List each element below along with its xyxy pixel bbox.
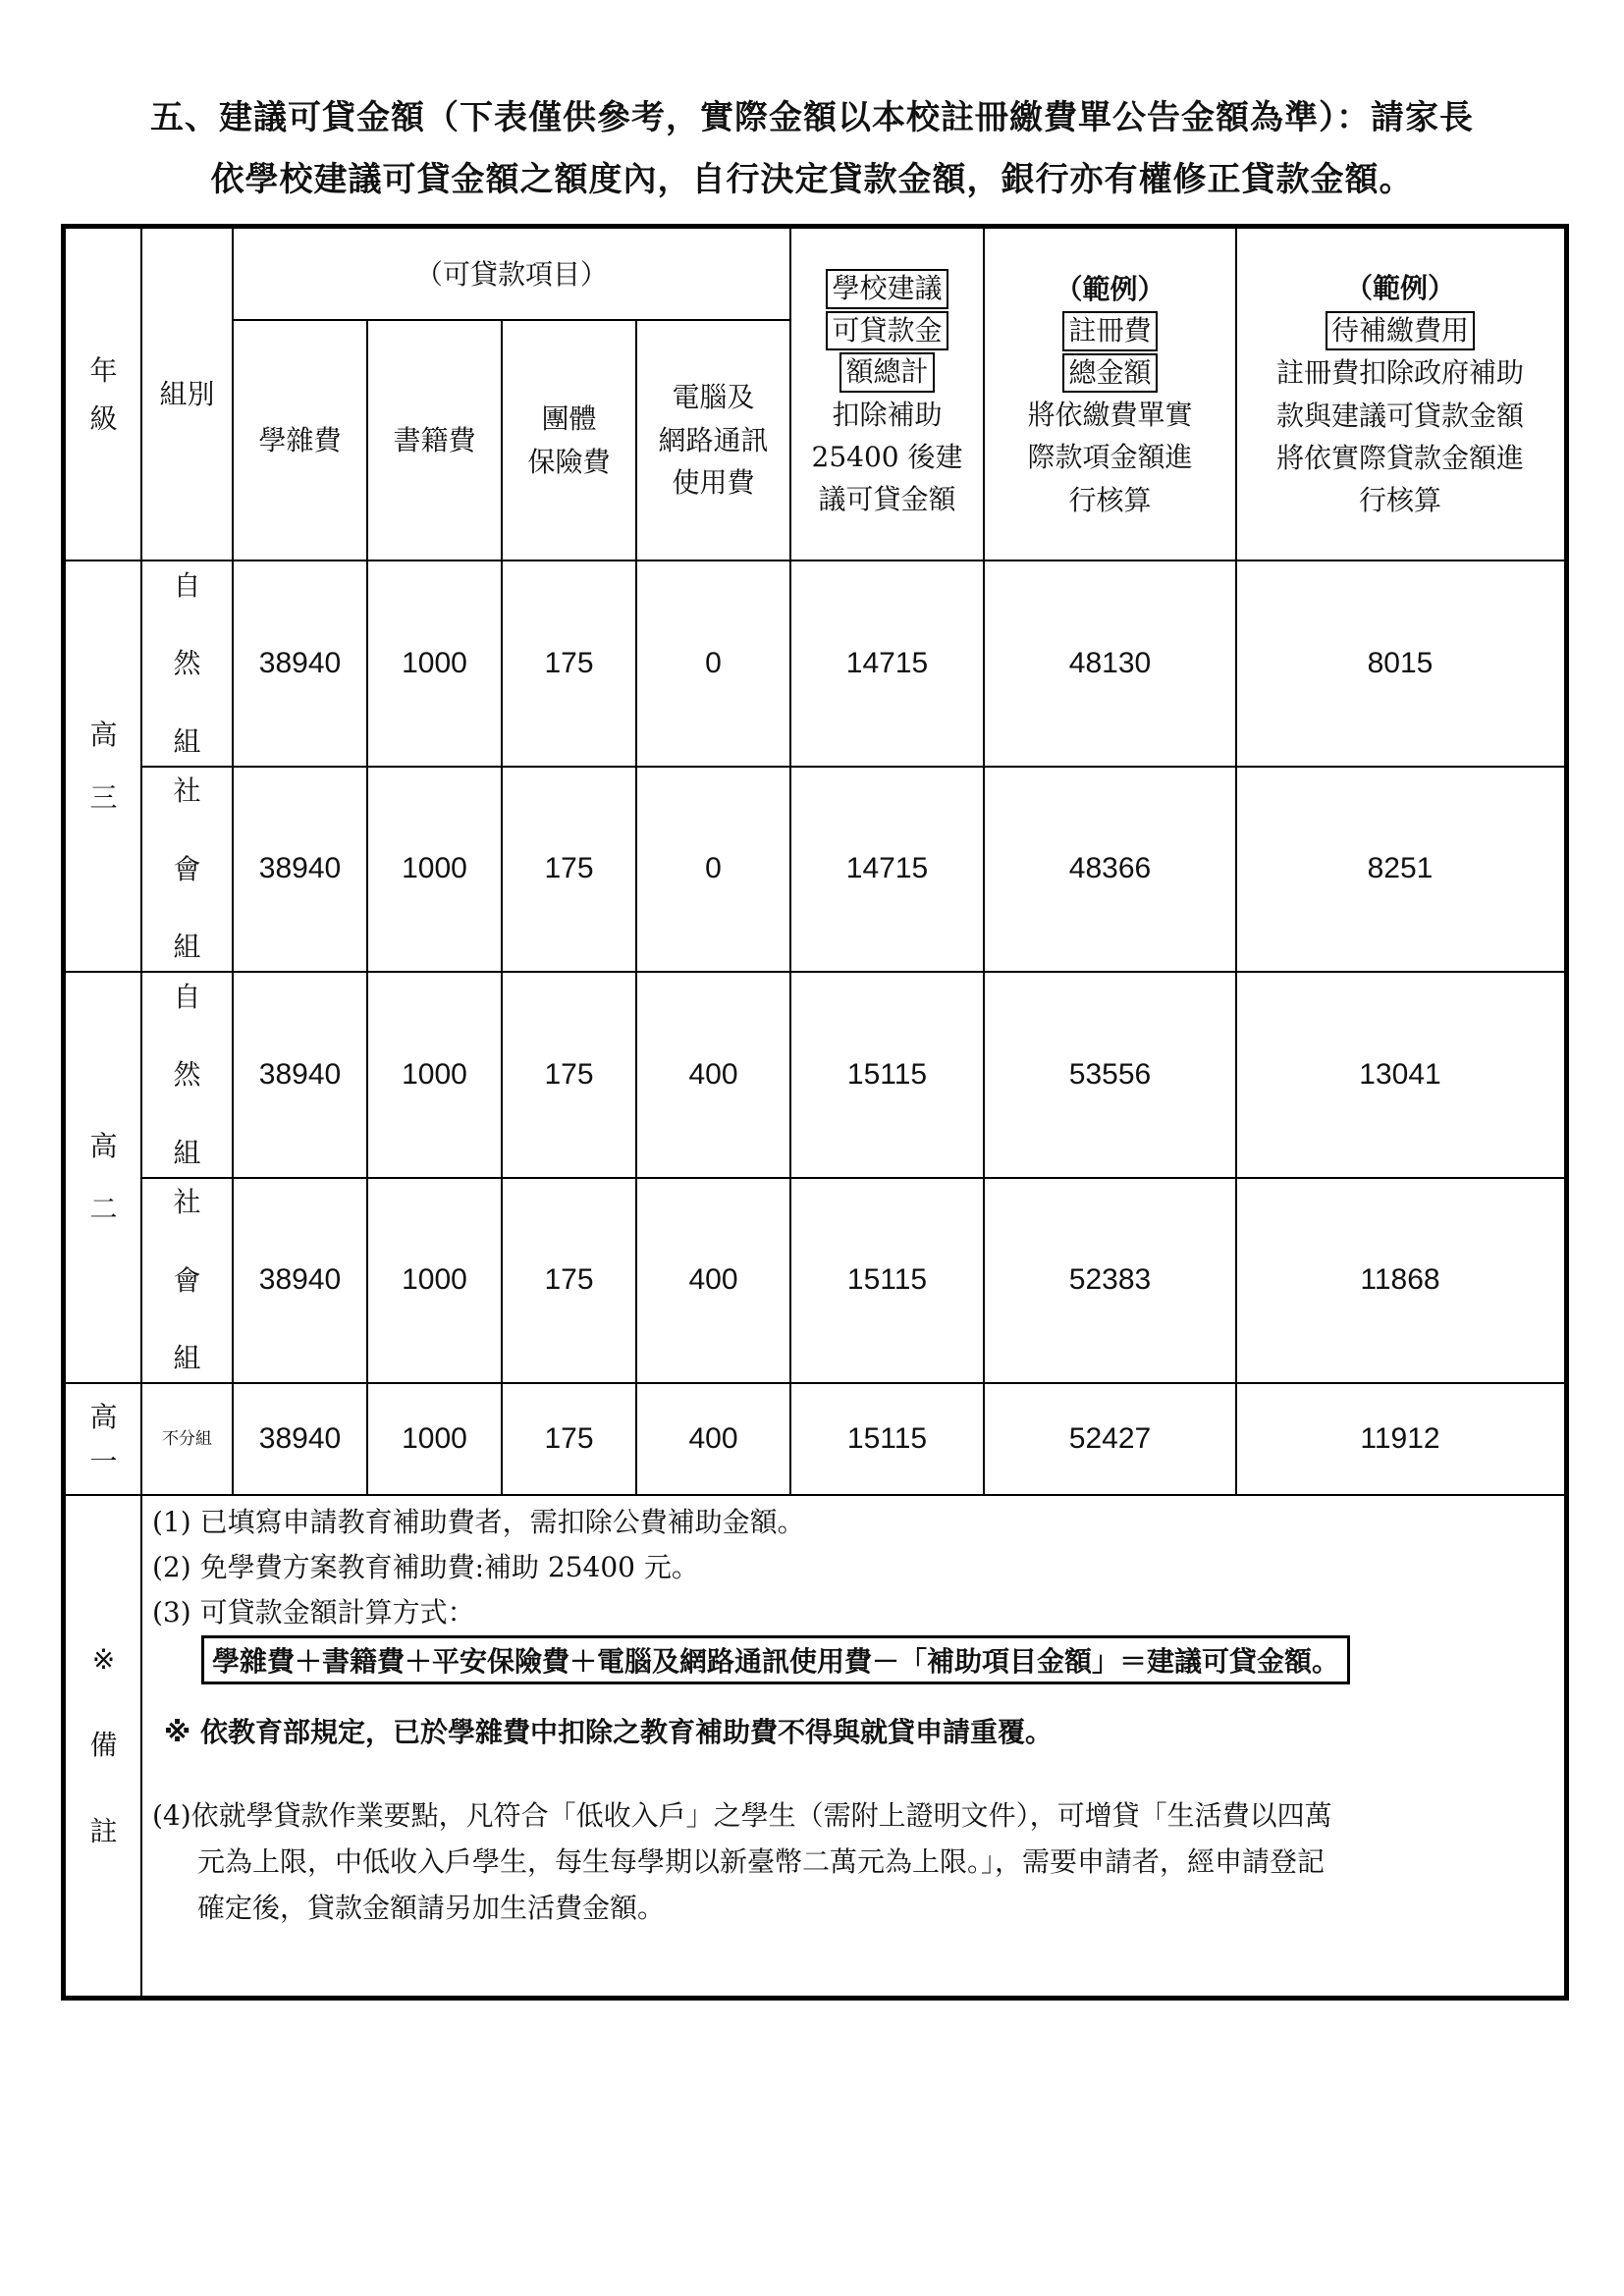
- table-cell-value: 400: [688, 1263, 738, 1297]
- row-group-text-line: 社: [173, 774, 201, 808]
- header-tuition: [233, 320, 367, 561]
- remarks-label-text: [89, 1638, 117, 1852]
- table-cell-value: 8015: [1367, 646, 1434, 679]
- row-group-text-line: 自: [173, 980, 201, 1013]
- table-cell-computer: [636, 972, 790, 1178]
- table-cell-tuition: [233, 561, 367, 767]
- row-group: [141, 561, 233, 767]
- table-cell-value: 52427: [1068, 1421, 1152, 1455]
- remark-note-3: (3) 可貸款金額計算方式：: [152, 1596, 475, 1629]
- table-cell-suggest: [790, 561, 984, 767]
- table-cell-suggest: [790, 767, 984, 972]
- table-cell-value: 400: [688, 1057, 738, 1091]
- table-cell-value: 48366: [1068, 852, 1152, 885]
- table-cell-value: 52383: [1068, 1263, 1152, 1297]
- grade-label-text: [89, 1396, 117, 1483]
- grade-label-text-line: 高: [89, 1130, 118, 1163]
- grade-label-text-line: 一: [89, 1445, 118, 1477]
- table-cell-insurance: [502, 1383, 636, 1495]
- table-cell-computer: [636, 1178, 790, 1383]
- row-group-text: [173, 770, 200, 968]
- grade-label: [66, 561, 141, 972]
- header-computer-text: [658, 376, 768, 504]
- header-school-suggest-boxed: 可貸款金: [826, 311, 947, 350]
- table-cell-value: 1000: [402, 1057, 467, 1091]
- table-cell-value: 48130: [1068, 646, 1152, 679]
- table-cell-value: 38940: [258, 1421, 342, 1455]
- header-example-remain-text: 將依實際貸款金額進: [1275, 441, 1524, 474]
- table-cell-value: 11868: [1360, 1263, 1440, 1297]
- table-cell-value: 175: [544, 646, 594, 679]
- row-group-text-line: 會: [173, 1263, 201, 1297]
- remark-note-4-line1: (4)依就學貸款作業要點，凡符合「低收入戶」之學生（需附上證明文件），可增貸「生活費以四萬: [152, 1799, 1332, 1832]
- grade-label-text-line: 高: [89, 1400, 118, 1433]
- table-cell-value: 14715: [845, 852, 929, 885]
- table-cell-value: 175: [544, 1057, 594, 1091]
- row-group-text-line: 然: [173, 1058, 201, 1092]
- table-cell-books: [367, 561, 502, 767]
- row-group-text-line: 組: [173, 1136, 201, 1169]
- header-grade-text-line: 年: [89, 353, 118, 387]
- row-group: [141, 1383, 233, 1495]
- table-cell-value: 175: [544, 852, 594, 885]
- table-cell-value: 1000: [402, 1421, 467, 1455]
- table-cell-tuition: [233, 972, 367, 1178]
- header-insurance-text-line: 團體: [541, 402, 597, 436]
- remark-bold-note: ※ 依教育部規定，已於學雜費中扣除之教育補助費不得與就貸申請重覆。: [164, 1716, 1053, 1748]
- header-insurance: [502, 320, 636, 561]
- header-grade-text: [89, 349, 117, 441]
- header-example-remain: [1236, 229, 1564, 561]
- header-loan-items-text: （可貸款項目）: [414, 257, 608, 291]
- header-tuition-text: 學雜費: [258, 423, 342, 456]
- table-cell-value: 175: [544, 1421, 594, 1455]
- header-computer-text-line: 電腦及: [672, 381, 755, 414]
- header-group: [141, 229, 233, 561]
- header-loan-items: [233, 229, 790, 320]
- header-school-suggest-text: 扣除補助: [832, 398, 943, 431]
- table-cell-value: 13041: [1359, 1057, 1441, 1091]
- header-insurance-text-line: 保險費: [527, 445, 611, 478]
- table-cell-value: 15115: [846, 1057, 928, 1091]
- header-computer-text-line: 網路通訊: [658, 423, 769, 456]
- table-cell-computer: [636, 767, 790, 972]
- grade-label-text: [89, 714, 117, 819]
- grade-label-text-line: 三: [89, 780, 118, 814]
- header-example-remain-boxed: 待補繳費用: [1326, 311, 1475, 350]
- table-cell-computer: [636, 561, 790, 767]
- table-cell-remain: [1236, 561, 1564, 767]
- table-cell-suggest: [790, 972, 984, 1178]
- row-group-text-line: 自: [173, 568, 201, 602]
- header-books-text: 書籍費: [393, 423, 476, 456]
- page-title-line2: 依學校建議可貸金額之額度內，自行決定貸款金額，銀行亦有權修正貸款金額。: [210, 160, 1414, 199]
- remark-note-4-line3: 確定後，貸款金額請另加生活費金額。: [197, 1892, 666, 1924]
- header-example-total-text: 際款項金額進: [1027, 441, 1193, 474]
- table-cell-tuition: [233, 1383, 367, 1495]
- header-example-total-text: 行核算: [1068, 483, 1152, 516]
- header-school-suggest-boxed: 學校建議: [826, 269, 947, 308]
- table-cell-value: 53556: [1068, 1057, 1152, 1091]
- header-group-text: 組別: [159, 378, 215, 411]
- table-cell-value: 11912: [1360, 1421, 1440, 1455]
- header-example-total-block: [1027, 268, 1192, 521]
- table-cell-value: 15115: [846, 1421, 928, 1455]
- table-cell-value: 15115: [846, 1263, 928, 1297]
- table-cell-total: [984, 1178, 1236, 1383]
- header-example-total-text: 將依繳費單實: [1027, 399, 1193, 431]
- header-example-remain-text: 款與建議可貸款金額: [1275, 399, 1524, 432]
- table-cell-insurance: [502, 972, 636, 1178]
- header-grade-text-line: 級: [89, 402, 118, 435]
- table-cell-value: 38940: [258, 646, 342, 679]
- header-school-suggest-boxed: 額總計: [839, 352, 934, 392]
- table-cell-suggest: [790, 1178, 984, 1383]
- table-cell-suggest: [790, 1383, 984, 1495]
- row-group-text-line: 組: [173, 931, 201, 964]
- table-cell-books: [367, 1178, 502, 1383]
- row-group-text-line: 社: [173, 1186, 201, 1219]
- table-cell-value: 1000: [402, 646, 467, 679]
- row-group-text-line: 組: [173, 1342, 201, 1375]
- table-cell-value: 1000: [402, 1263, 467, 1297]
- remark-formula: 學雜費＋書籍費＋平安保險費＋電腦及網路通訊使用費－「補助項目金額」＝建議可貸金額。: [201, 1635, 1350, 1684]
- table-cell-insurance: [502, 561, 636, 767]
- header-example-total: [984, 229, 1236, 561]
- row-group-text: [173, 564, 200, 763]
- grade-label: [66, 972, 141, 1383]
- grade-label: [66, 1383, 141, 1495]
- header-example-total-title: （範例）: [1055, 272, 1165, 305]
- table-cell-books: [367, 1383, 502, 1495]
- header-school-suggest-block: [812, 268, 963, 520]
- row-group: [141, 972, 233, 1178]
- remark-note-2: (2) 免學費方案教育補助費:補助 25400 元。: [152, 1551, 699, 1583]
- grade-label-text-line: 二: [89, 1192, 118, 1225]
- table-cell-remain: [1236, 767, 1564, 972]
- table-cell-insurance: [502, 767, 636, 972]
- table-cell-remain: [1236, 972, 1564, 1178]
- header-example-remain-title: （範例）: [1344, 272, 1455, 305]
- table-cell-total: [984, 1383, 1236, 1495]
- header-school-suggest-text: 25400 後建: [811, 440, 963, 473]
- table-cell-tuition: [233, 1178, 367, 1383]
- table-cell-remain: [1236, 1178, 1564, 1383]
- header-books: [367, 320, 502, 561]
- grade-label-text-line: 高: [89, 719, 118, 752]
- table-cell-books: [367, 972, 502, 1178]
- table-cell-tuition: [233, 767, 367, 972]
- table-cell-total: [984, 972, 1236, 1178]
- table-cell-books: [367, 767, 502, 972]
- header-example-total-boxed: 總金額: [1062, 353, 1157, 393]
- table-cell-value: 175: [544, 1263, 594, 1297]
- remarks-label-text-line: 註: [89, 1814, 118, 1847]
- table-cell-value: 1000: [402, 852, 467, 885]
- remark-note-4-line2: 元為上限，中低收入戶學生，每生每學期以新臺幣二萬元為上限。」，需要申請者，經申請登記: [197, 1845, 1326, 1878]
- grade-label-text: [89, 1125, 117, 1230]
- remarks-label-text-line: ※: [91, 1642, 116, 1676]
- table-cell-total: [984, 561, 1236, 767]
- header-example-remain-block: [1276, 267, 1524, 521]
- remarks-label: [66, 1495, 141, 1996]
- header-computer-text-line: 使用費: [672, 466, 755, 500]
- header-insurance-text: [527, 398, 610, 483]
- remarks-label-text-line: 備: [89, 1729, 118, 1762]
- remark-note-1: (1) 已填寫申請教育補助費者，需扣除公費補助金額。: [152, 1506, 805, 1538]
- header-school-suggest: [790, 229, 984, 561]
- header-computer: [636, 320, 790, 561]
- row-group: [141, 1178, 233, 1383]
- header-grade: [66, 229, 141, 561]
- table-cell-computer: [636, 1383, 790, 1495]
- header-example-remain-text: 註冊費扣除政府補助: [1275, 356, 1524, 390]
- row-group-text: 不分組: [162, 1428, 212, 1449]
- header-example-remain-text: 行核算: [1358, 484, 1441, 517]
- table-cell-value: 38940: [258, 852, 342, 885]
- table-cell-value: 0: [705, 852, 722, 885]
- page-title-line1: 五、建議可貸金額（下表僅供參考，實際金額以本校註冊繳費單公告金額為準）：請家長: [150, 98, 1474, 137]
- table-cell-value: 8251: [1367, 852, 1434, 885]
- table-cell-insurance: [502, 1178, 636, 1383]
- row-group: [141, 767, 233, 972]
- table-cell-value: 14715: [845, 646, 929, 679]
- loan-table: [61, 224, 1569, 2001]
- table-cell-value: 0: [705, 646, 722, 679]
- header-school-suggest-text: 議可貸金額: [818, 483, 956, 516]
- table-cell-value: 38940: [258, 1057, 342, 1091]
- row-group-text: [173, 1181, 200, 1379]
- header-example-total-boxed: 註冊費: [1062, 311, 1157, 350]
- table-cell-value: 400: [688, 1421, 738, 1455]
- table-cell-total: [984, 767, 1236, 972]
- row-group-text-line: 然: [173, 647, 201, 680]
- table-cell-remain: [1236, 1383, 1564, 1495]
- row-group-text-line: 組: [173, 724, 201, 758]
- row-group-text-line: 會: [173, 852, 201, 885]
- row-group-text: [173, 976, 200, 1174]
- table-cell-value: 38940: [258, 1263, 342, 1297]
